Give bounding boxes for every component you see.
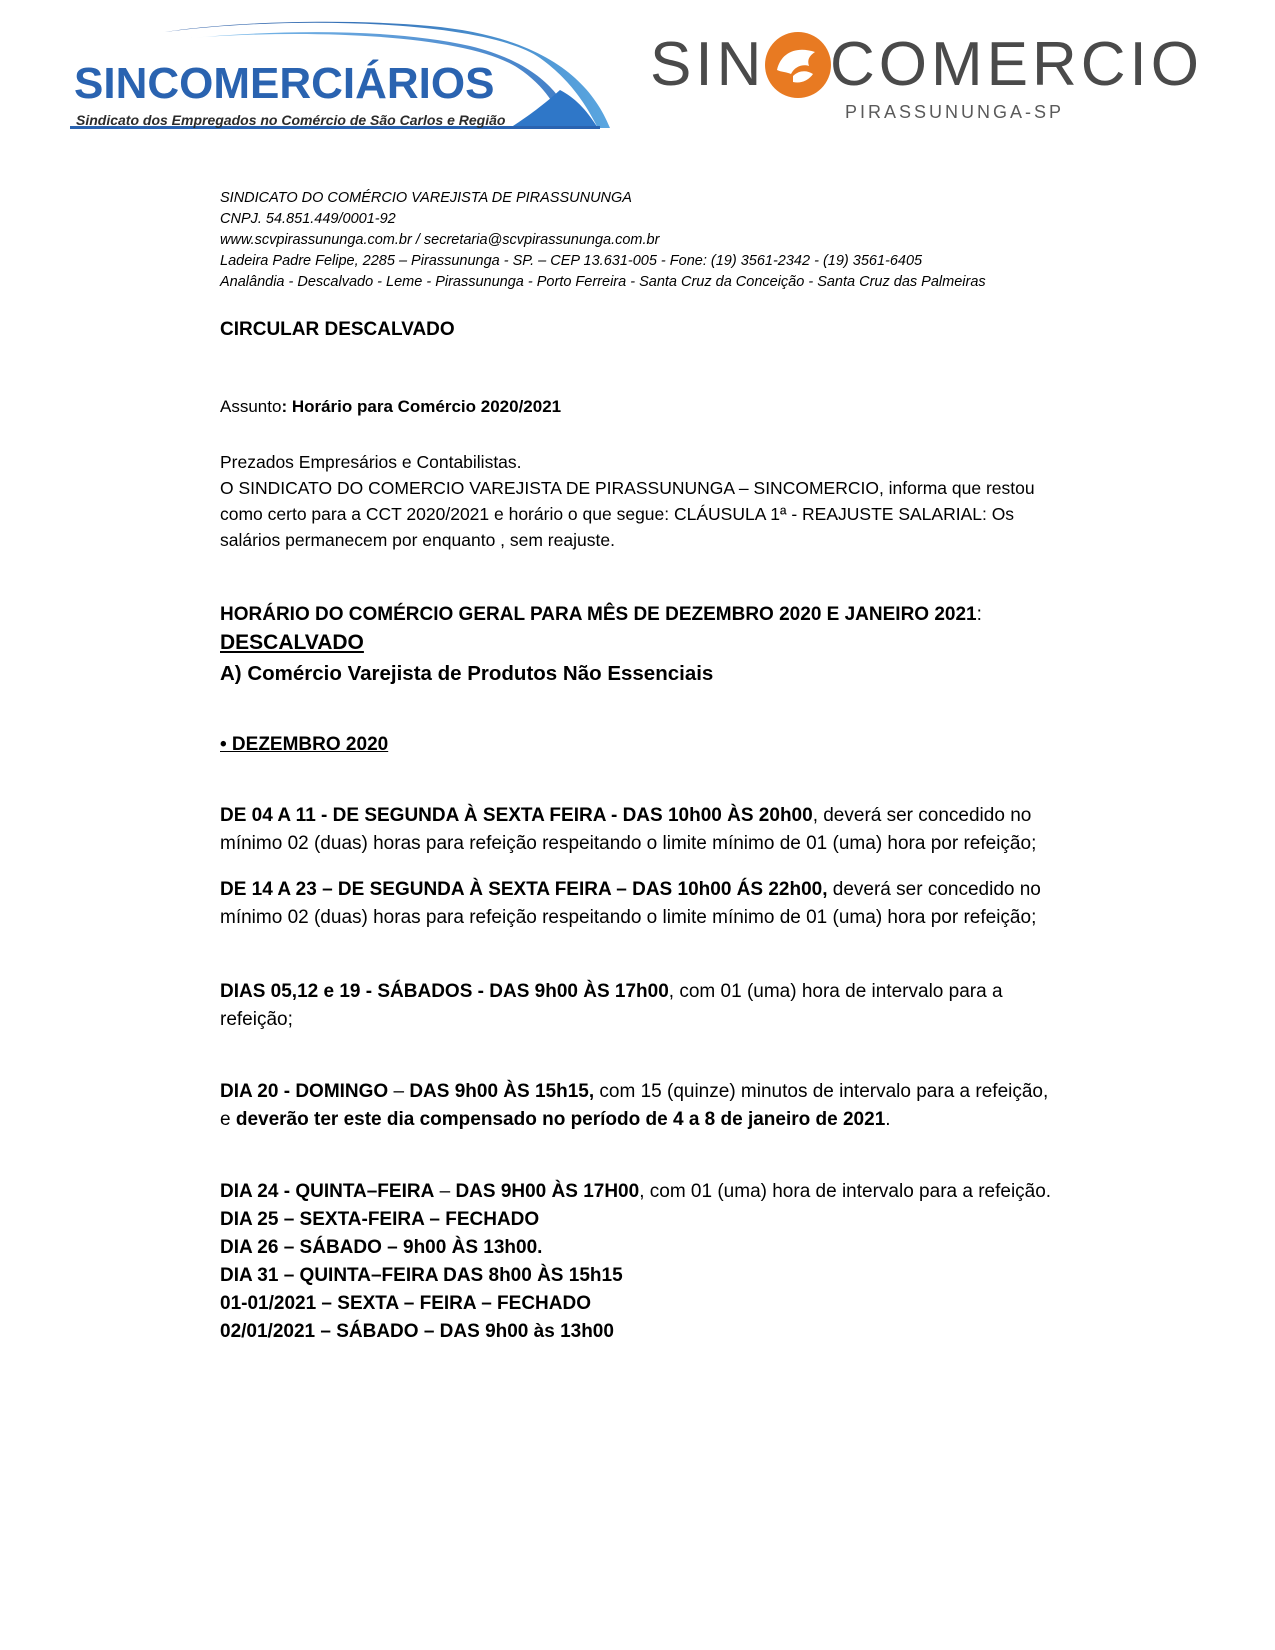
rule-item xyxy=(220,802,1060,858)
rule-item xyxy=(220,1078,1060,1134)
right-logo-city: PIRASSUNUNGA-SP xyxy=(845,102,1065,122)
greeting: Prezados Empresários e Contabilistas. xyxy=(220,452,522,472)
rule-item xyxy=(220,876,1060,932)
right-logo-word-left: SIN xyxy=(650,30,766,99)
rule-text: . xyxy=(885,1109,891,1130)
circular-title: CIRCULAR DESCALVADO xyxy=(220,319,455,340)
org-name: SINDICATO DO COMÉRCIO VAREJISTA DE PIRASSUNUNGA xyxy=(220,190,632,206)
city-name: DESCALVADO xyxy=(220,631,364,654)
rule-bold: DIA 20 - DOMINGO xyxy=(220,1081,389,1102)
rule-bold: DIAS 05,12 e 19 - SÁBADOS - DAS 9h00 ÀS 17h00 xyxy=(220,981,669,1002)
rule-bold: DAS 9H00 ÀS 17H00 xyxy=(455,1181,640,1202)
month-heading: • DEZEMBRO 2020 xyxy=(220,734,389,755)
sincomerciarios-logo xyxy=(70,18,630,140)
org-cnpj: CNPJ. 54.851.449/0001-92 xyxy=(220,211,396,227)
organization-info xyxy=(220,188,1060,293)
rule-text: , com 01 (uma) hora de intervalo para a refeição; xyxy=(220,981,1003,1030)
schedule-heading xyxy=(220,601,1060,658)
schedule-line: DIA 31 – QUINTA–FEIRA DAS 8h00 ÀS 15h15 xyxy=(220,1265,623,1286)
rule-item xyxy=(220,978,1060,1034)
intro-paragraph: O SINDICATO DO COMERCIO VAREJISTA DE PIRASSUNUNGA – SINCOMERCIO, informa que restou como certo para a CCT 2020/2021 e horário o que segue: CLÁUSULA 1ª - REAJUSTE SALARIAL: Os salários permanecem por enquanto , sem reajuste. xyxy=(220,478,1035,550)
schedule-line: DIA 25 – SEXTA-FEIRA – FECHADO xyxy=(220,1209,540,1230)
section-a-title: A) Comércio Varejista de Produtos Não Essenciais xyxy=(220,662,714,685)
org-cities: Analândia - Descalvado - Leme - Pirassununga - Porto Ferreira - Santa Cruz da Conceição - Santa Cruz das Palmeiras xyxy=(220,274,986,290)
rule-bold: DE 14 A 23 – DE SEGUNDA À SEXTA FEIRA – DAS 10h00 ÁS 22h00, xyxy=(220,879,828,900)
lion-emblem-icon xyxy=(763,30,833,100)
rule-bold: deverão ter este dia compensado no período de 4 a 8 de janeiro de 2021 xyxy=(235,1109,886,1130)
rule-text: , com 01 (uma) hora de intervalo para a refeição. xyxy=(639,1181,1052,1202)
rule-item xyxy=(220,1178,1060,1206)
left-logo-wordmark: SINCOMERCIÁRIOS xyxy=(74,59,495,108)
subject-label: Assunto xyxy=(220,397,282,416)
rule-text: – xyxy=(434,1181,456,1202)
schedule-line: 01-01/2021 – SEXTA – FEIRA – FECHADO xyxy=(220,1293,591,1314)
rule-text: deverá ser concedido no mínimo 02 (duas) horas para refeição respeitando o limite mínimo de 01 (uma) hora por refeição; xyxy=(220,879,1041,928)
rule-text: , deverá ser concedido no mínimo 02 (duas) horas para refeição respeitando o limite mínimo de 01 (uma) hora por refeição; xyxy=(220,805,1037,854)
subject-value: : Horário para Comércio 2020/2021 xyxy=(281,397,562,416)
schedule-heading-separator: : xyxy=(976,604,982,625)
rule-bold: DE 04 A 11 - DE SEGUNDA À SEXTA FEIRA - DAS 10h00 ÀS 20h00 xyxy=(220,805,813,826)
schedule-line: DIA 26 – SÁBADO – 9h00 ÀS 13h00. xyxy=(220,1237,543,1258)
org-address: Ladeira Padre Felipe, 2285 – Pirassununga - SP. – CEP 13.631-005 - Fone: (19) 3561-2342 - (19) 3561-6405 xyxy=(220,253,923,269)
rule-text: com 15 (quinze) minutos de intervalo para a refeição, e xyxy=(220,1081,1049,1130)
rule-bold: DAS 9h00 ÀS 15h15, xyxy=(409,1081,595,1102)
left-logo-subtitle: Sindicato dos Empregados no Comércio de São Carlos e Região xyxy=(76,112,506,128)
sincomercio-logo xyxy=(650,30,1203,125)
org-web-email: www.scvpirassununga.com.br / secretaria@scvpirassununga.com.br xyxy=(220,232,660,248)
rule-text: – xyxy=(388,1081,410,1102)
schedule-heading-text: HORÁRIO DO COMÉRCIO GERAL PARA MÊS DE DEZEMBRO 2020 E JANEIRO 2021 xyxy=(220,604,977,625)
right-logo-word-right: COMERCIO xyxy=(830,30,1203,99)
subject-line xyxy=(220,397,1060,417)
rule-bold: DIA 24 - QUINTA–FEIRA xyxy=(220,1181,435,1202)
document-body xyxy=(220,188,1060,1346)
schedule-line: 02/01/2021 – SÁBADO – DAS 9h00 às 13h00 xyxy=(220,1321,614,1342)
